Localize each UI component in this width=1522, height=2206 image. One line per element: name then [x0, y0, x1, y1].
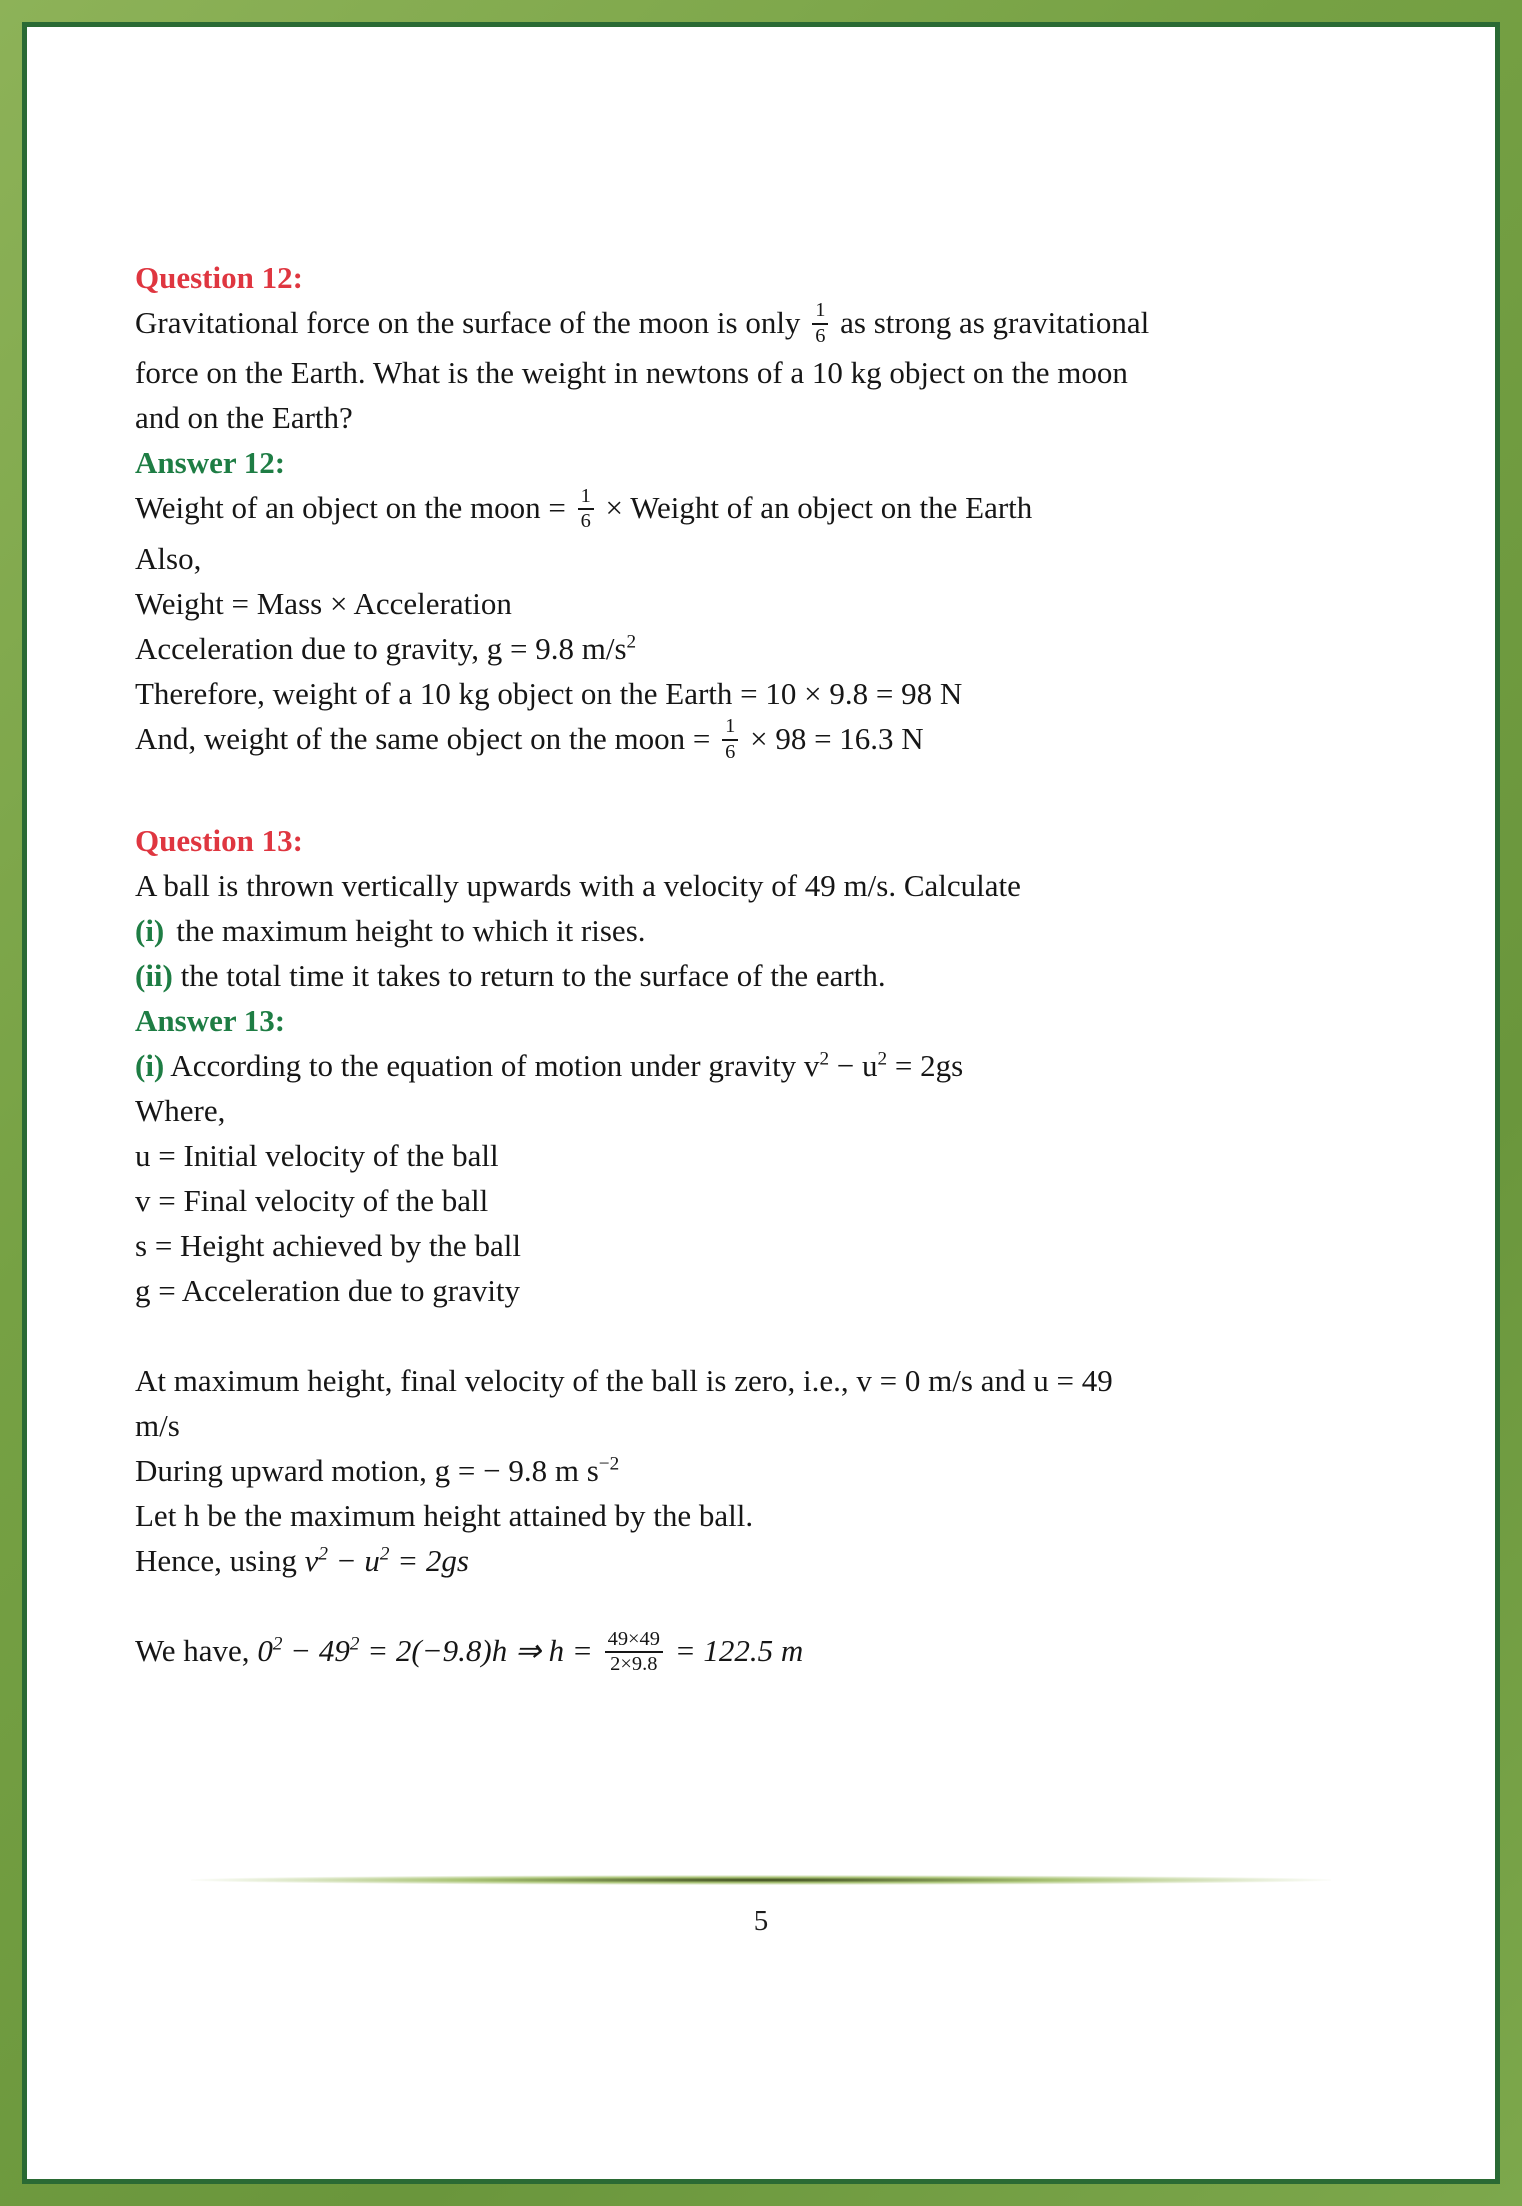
a12-text-a: Weight of an object on the moon = — [135, 490, 574, 526]
superscript-2: 2 — [626, 631, 637, 653]
superscript-2: 2 — [349, 1633, 360, 1655]
question-12-line-2: force on the Earth. What is the weight in newtons of a 10 kg object on the moon — [135, 355, 1128, 391]
question-12-line-1 — [135, 300, 1395, 350]
answer-12-line-3: Weight = Mass × Acceleration — [135, 585, 512, 621]
a12-moon-weight-result: × 98 = 16.3 N — [742, 720, 924, 756]
fraction-one-sixth — [722, 715, 738, 764]
a13-equation-end: = 2gs — [887, 1048, 964, 1084]
superscript-minus-2: −2 — [598, 1453, 620, 1475]
answer-13-heading: Answer 13: — [135, 1003, 286, 1039]
answer-12-line-1 — [135, 485, 1395, 535]
decorative-divider — [191, 1875, 1331, 1885]
fraction-numerator: 49×49 — [605, 1628, 663, 1654]
answer-13-line-4: v = Final velocity of the ball — [135, 1183, 489, 1219]
page-number: 5 — [753, 1905, 769, 1937]
a13-math-implies: = 2(−9.8)h ⇒ h = — [359, 1633, 601, 1669]
answer-13-line-2: Where, — [135, 1093, 226, 1129]
a12-text-b: × Weight of an object on the Earth — [597, 490, 1033, 526]
page-content — [27, 27, 1495, 1679]
fraction-one-sixth — [812, 299, 828, 348]
answer-13-line-10 — [135, 1538, 1395, 1583]
answer-12-line-4 — [135, 626, 1395, 671]
fraction-numerator: 1 — [578, 485, 594, 511]
page-footer — [27, 1875, 1495, 1937]
a13-math-minus-u: − u — [327, 1543, 380, 1579]
a12-gravity-text: Acceleration due to gravity, g = 9.8 m/s — [135, 630, 627, 666]
a13-math-v: v — [304, 1543, 319, 1579]
a13-we-have-text: We have, — [135, 1633, 258, 1669]
answer-13-line-7b: m/s — [135, 1408, 180, 1444]
fraction-denominator: 6 — [580, 510, 591, 533]
answer-13-line-7: At maximum height, final velocity of the ball is zero, i.e., v = 0 m/s and u = 49 — [135, 1363, 1113, 1399]
superscript-2: 2 — [877, 1048, 888, 1070]
q12-text-a: Gravitational force on the surface of the moon is only — [135, 305, 809, 340]
a13-equation-intro: According to the equation of motion under gravity v — [164, 1048, 820, 1084]
question-12-heading: Question 12: — [135, 260, 303, 295]
fraction-49x49-over-2x9.8 — [605, 1628, 663, 1677]
answer-13-line-8 — [135, 1448, 1395, 1493]
fraction-denominator: 6 — [815, 324, 826, 347]
superscript-2: 2 — [379, 1543, 390, 1565]
question-13-item-i — [135, 908, 1395, 953]
fraction-numerator: 1 — [722, 715, 738, 741]
answer-13-line-1 — [135, 1043, 1395, 1088]
a13-math-0: 0 — [257, 1633, 273, 1669]
question-13-item-ii — [135, 953, 1395, 998]
superscript-2: 2 — [819, 1048, 830, 1070]
item-ii-label: (ii) — [135, 958, 173, 994]
a13-math-2gs: = 2gs — [389, 1543, 469, 1579]
answer-13-line-6: g = Acceleration due to gravity — [135, 1273, 521, 1309]
a13-hence-text: Hence, using — [135, 1543, 305, 1579]
question-13-heading: Question 13: — [135, 823, 303, 859]
q12-text-b: as strong as gravitational — [832, 305, 1150, 340]
item-i-text: the maximum height to which it rises. — [176, 913, 646, 949]
answer-12-line-5: Therefore, weight of a 10 kg object on the Earth = 10 × 9.8 = 98 N — [135, 675, 963, 711]
superscript-2: 2 — [272, 1633, 283, 1655]
answer-13-line-9: Let h be the maximum height attained by the ball. — [135, 1498, 754, 1534]
a13-upward-motion-text: During upward motion, g = − 9.8 m s — [135, 1453, 599, 1489]
question-13-line-1: A ball is thrown vertically upwards with a velocity of 49 m/s. Calculate — [135, 868, 1021, 904]
item-ii-text: the total time it takes to return to the surface of the earth. — [180, 958, 886, 994]
answer-12-line-2: Also, — [135, 540, 202, 576]
a13-math-result: = 122.5 m — [667, 1633, 804, 1669]
answer-12-line-6 — [135, 716, 1395, 766]
superscript-2: 2 — [318, 1543, 328, 1565]
document-page — [22, 22, 1500, 2184]
answer-13-final-equation — [135, 1628, 1395, 1678]
answer-13-line-3: u = Initial velocity of the ball — [135, 1138, 499, 1174]
fraction-denominator: 6 — [725, 740, 736, 763]
a13-math-minus-49: − 49 — [282, 1633, 350, 1669]
question-12-line-3: and on the Earth? — [135, 400, 353, 436]
answer-12-heading: Answer 12: — [135, 445, 286, 481]
answer-13-line-5: s = Height achieved by the ball — [135, 1228, 521, 1264]
item-i-label: (i) — [135, 913, 165, 949]
a13-equation-mid: − u — [829, 1048, 878, 1084]
fraction-numerator: 1 — [812, 299, 828, 325]
fraction-denominator: 2×9.8 — [610, 1653, 658, 1676]
fraction-one-sixth — [578, 485, 594, 534]
item-i-label: (i) — [135, 1048, 165, 1084]
a12-moon-weight-text: And, weight of the same object on the moon = — [135, 720, 719, 756]
